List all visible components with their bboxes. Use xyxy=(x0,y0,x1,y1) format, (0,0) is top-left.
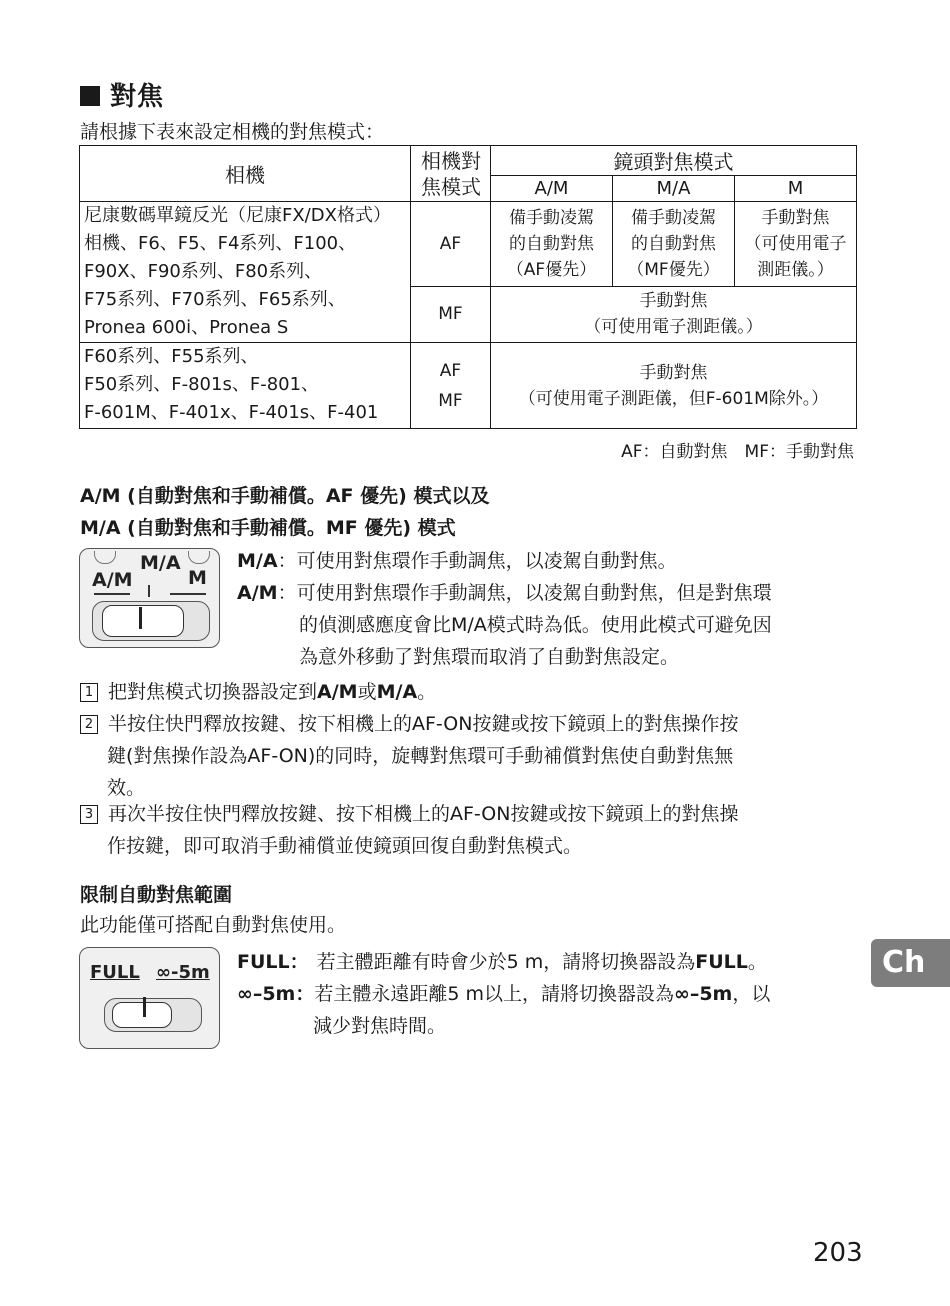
group1-af-mode: AF xyxy=(411,202,491,287)
cell-line: （可使用電子測距儀，但F-601M除外。） xyxy=(518,388,829,409)
section-title-text: 對焦 xyxy=(110,82,165,112)
cell-line: 手動對焦 xyxy=(761,207,830,228)
step-number-icon: 3 xyxy=(80,805,98,824)
header-camera-mode xyxy=(411,146,491,202)
am-term: A/M xyxy=(237,582,278,604)
header-lens-mode: 鏡頭對焦模式 xyxy=(491,146,857,176)
camera-line: 尼康數碼單鏡反光（尼康FX/DX格式） xyxy=(84,205,391,226)
header-lens-m: M xyxy=(735,176,857,202)
limit-switch-illustration xyxy=(79,947,220,1049)
page-number: 203 xyxy=(813,1238,863,1268)
step-text: 再次半按住快門釋放按鍵、按下相機上的AF-ON按鍵或按下鏡頭上的對焦操 xyxy=(108,803,739,825)
group1-af-m-cell xyxy=(735,202,857,287)
step-number-icon: 2 xyxy=(80,715,98,734)
cell-line: AF xyxy=(439,360,462,381)
switch-knob xyxy=(102,605,184,637)
inf-definition xyxy=(237,978,770,1010)
inf-desc-line2: 減少對焦時間。 xyxy=(313,1015,447,1037)
group1-mf-cell xyxy=(491,286,857,342)
switch-screw-icon xyxy=(94,551,116,564)
cell-line: 備手動凌駕 xyxy=(509,207,594,228)
camera-line: Pronea 600i、Pronea S xyxy=(84,317,289,338)
am-definition xyxy=(237,577,772,609)
cell-line: （可使用電子測距儀。） xyxy=(584,317,763,338)
switch-label-am: A/M xyxy=(92,569,133,591)
am-heading-1: A/M (自動對焦和手動補償。AF 優先) 模式以及 xyxy=(80,485,490,507)
camera-line: F50系列、F-801s、F-801、 xyxy=(84,374,320,395)
section-title xyxy=(80,76,164,113)
step-3 xyxy=(80,798,860,862)
switch-label-ma: M/A xyxy=(140,552,181,574)
header-camera: 相機 xyxy=(80,146,411,202)
full-term: FULL： xyxy=(237,951,309,973)
group2-modes xyxy=(411,343,491,429)
step-2 xyxy=(80,708,860,804)
step-text: 。 xyxy=(417,681,437,703)
camera-line: 相機、F6、F5、F4系列、F100、 xyxy=(84,233,357,254)
switch-mark-line xyxy=(148,585,150,597)
group1-af-ma-cell xyxy=(613,202,735,287)
inf-desc-bold: ∞–5m xyxy=(674,983,733,1005)
square-bullet-icon xyxy=(80,86,100,106)
cell-line: （MF優先） xyxy=(627,259,720,280)
cell-line: MF xyxy=(438,390,463,411)
inf-desc: ，以 xyxy=(732,983,771,1005)
switch-indicator xyxy=(143,997,146,1017)
header-lens-ma: M/A xyxy=(613,176,735,202)
group1-mf-mode: MF xyxy=(411,286,491,342)
step-1 xyxy=(80,676,860,708)
switch-label-full: FULL xyxy=(90,962,140,983)
step-text: 或 xyxy=(357,681,377,703)
step-text: 作按鍵，即可取消手動補償並使鏡頭回復自動對焦模式。 xyxy=(107,835,583,857)
ma-desc: ：可使用對焦環作手動調焦，以凌駕自動對焦。 xyxy=(277,550,677,572)
cell-line: 備手動凌駕 xyxy=(631,207,716,228)
inf-term: ∞–5m： xyxy=(237,983,315,1005)
switch-knob xyxy=(112,1002,172,1028)
switch-mark-line xyxy=(94,593,130,595)
group2-cell xyxy=(491,343,857,429)
limit-heading: 限制自動對焦範圍 xyxy=(80,884,233,906)
am-desc-line2: 的偵測感應度會比M/A模式時為低。使用此模式可避免因 xyxy=(299,614,772,636)
cell-line: （AF優先） xyxy=(506,259,597,280)
cell-line: 手動對焦 xyxy=(639,362,708,383)
ma-definition xyxy=(237,545,677,577)
am-ma-switch-illustration xyxy=(79,548,220,648)
header-lens-am: A/M xyxy=(491,176,613,202)
switch-label-5m: ∞-5m xyxy=(156,962,210,983)
step-number-icon: 1 xyxy=(80,683,98,702)
full-desc: 。 xyxy=(747,951,767,973)
step-text: 半按住快門釋放按鍵、按下相機上的AF-ON按鍵或按下鏡頭上的對焦操作按 xyxy=(108,713,739,735)
am-desc-line3: 為意外移動了對焦環而取消了自動對焦設定。 xyxy=(299,646,680,668)
switch-screw-icon xyxy=(188,551,210,564)
cell-line: （可使用電子 xyxy=(744,233,847,254)
camera-line: F60系列、F55系列、 xyxy=(84,346,259,367)
inf-desc: 若主體永遠距離5 m以上，請將切換器設為 xyxy=(314,983,674,1005)
cell-line: 手動對焦 xyxy=(639,291,708,312)
focus-mode-table xyxy=(79,145,857,429)
switch-mark-line xyxy=(170,593,206,595)
cell-line: 的自動對焦 xyxy=(509,233,594,254)
switch-label-m: M xyxy=(188,567,207,589)
intro-text: 請根據下表來設定相機的對焦模式： xyxy=(80,121,385,143)
step-text: 效。 xyxy=(107,777,146,799)
group2-cameras xyxy=(80,343,411,429)
chapter-tab: Ch xyxy=(871,939,950,987)
am-desc: ：可使用對焦環作手動調焦，以凌駕自動對焦，但是對焦環 xyxy=(277,582,772,604)
full-desc: 若主體距離有時會少於5 m，請將切換器設為 xyxy=(316,951,696,973)
full-definition xyxy=(237,946,767,978)
header-camera-mode-text: 相機對焦模式 xyxy=(421,148,481,199)
cell-line: 的自動對焦 xyxy=(631,233,716,254)
step-text: 把對焦模式切換器設定到 xyxy=(108,681,318,703)
step-bold: M/A xyxy=(376,681,418,703)
step-bold: A/M xyxy=(317,681,358,703)
camera-line: F90X、F90系列、F80系列、 xyxy=(84,261,323,282)
table-legend: AF：自動對焦 MF：手動對焦 xyxy=(621,442,854,462)
camera-line: F75系列、F70系列、F65系列、 xyxy=(84,289,346,310)
full-desc-bold: FULL xyxy=(695,951,748,973)
limit-intro: 此功能僅可搭配自動對焦使用。 xyxy=(80,914,347,936)
cell-line: 測距儀。） xyxy=(757,259,834,280)
group1-cameras xyxy=(80,202,411,343)
step-text: 鍵(對焦操作設為AF-ON)的同時，旋轉對焦環可手動補償對焦使自動對焦無 xyxy=(107,745,734,767)
camera-line: F-601M、F-401x、F-401s、F-401 xyxy=(84,402,379,423)
am-heading-2: M/A (自動對焦和手動補償。MF 優先) 模式 xyxy=(80,517,456,539)
switch-indicator xyxy=(139,607,142,629)
ma-term: M/A xyxy=(237,550,278,572)
group1-af-am-cell xyxy=(491,202,613,287)
